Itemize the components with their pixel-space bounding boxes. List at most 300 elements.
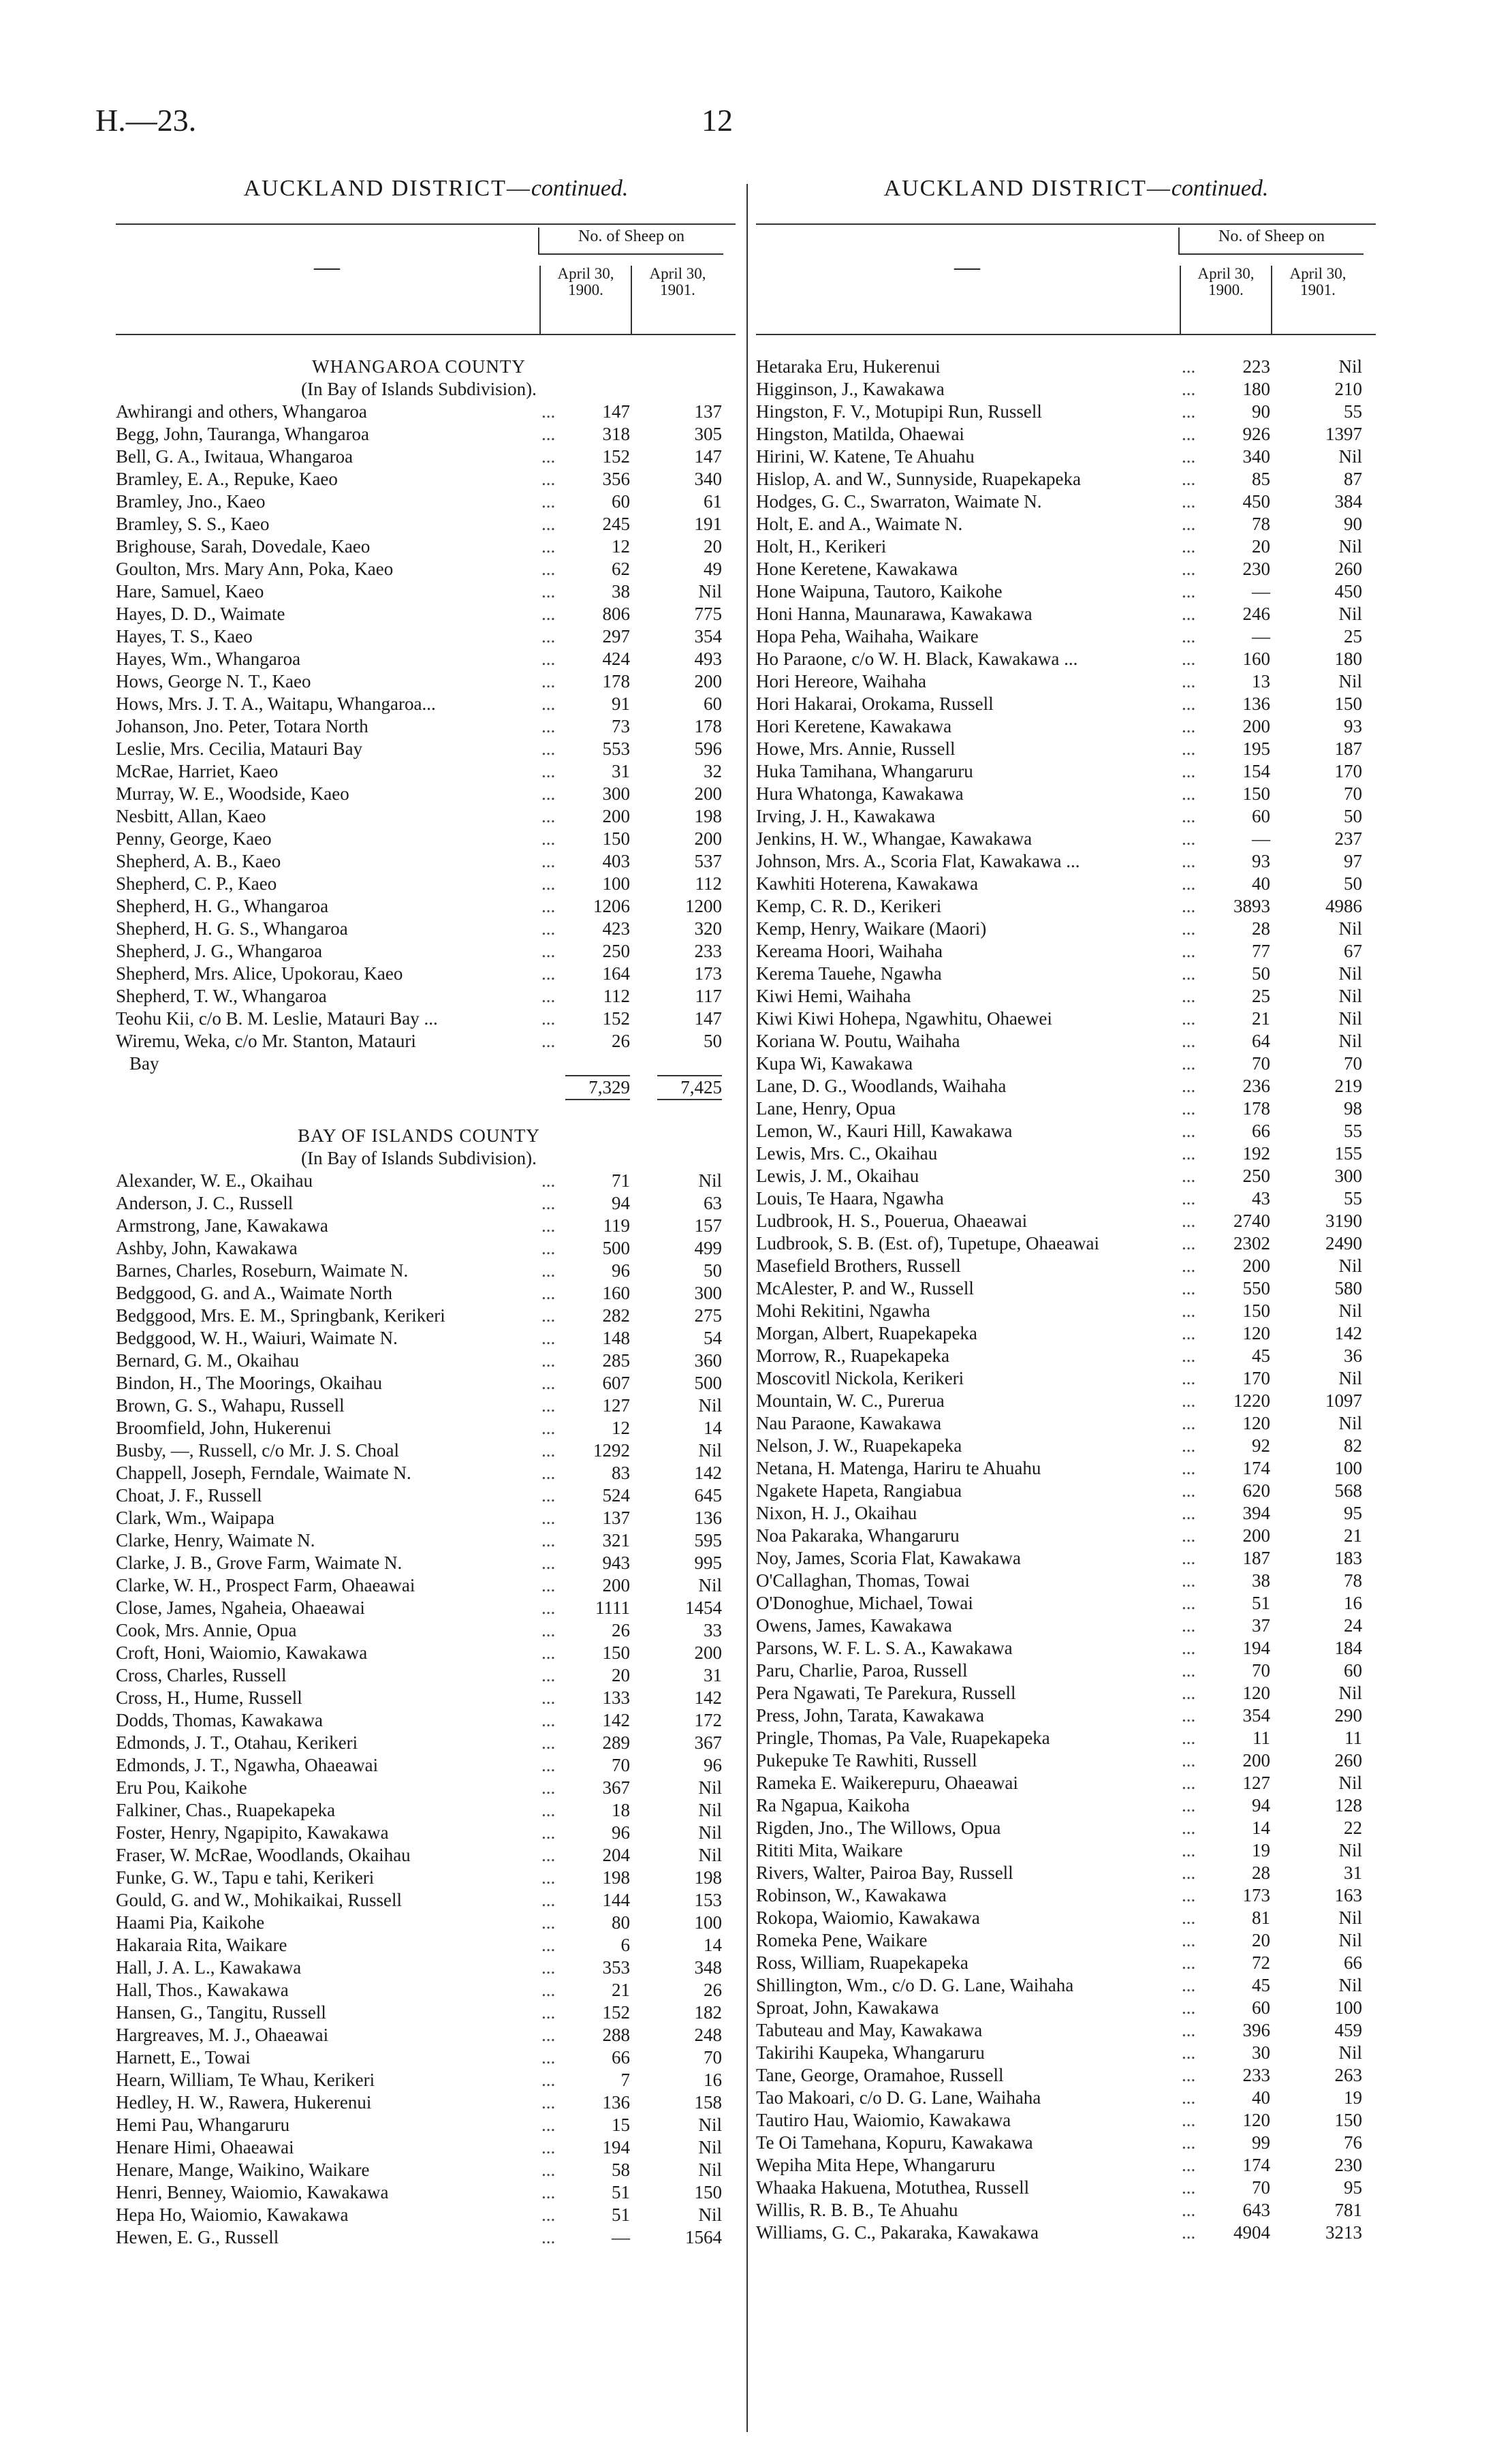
table-row <box>116 1305 736 1327</box>
owner-name: Kiwi Kiwi Hohepa, Ngawhitu, Ohaewei <box>756 1008 1052 1029</box>
sheep-1901: 55 <box>1344 1188 1362 1209</box>
table-row <box>756 1300 1376 1322</box>
table-row <box>116 895 736 918</box>
owner-name: Huka Tamihana, Whangaruru <box>756 761 973 781</box>
county-name: WHANGAROA COUNTY <box>312 356 526 377</box>
owner-name: Close, James, Ngaheia, Ohaeawai <box>116 1598 365 1618</box>
leader-dots: ... <box>1182 2087 1196 2108</box>
owner-name: Hare, Samuel, Kaeo <box>116 581 264 602</box>
leader-dots: ... <box>541 424 556 444</box>
leader-dots: ... <box>541 1867 556 1888</box>
sheep-1900: 62 <box>612 559 630 579</box>
sheep-1900: — <box>1252 828 1270 849</box>
owner-name: Hayes, Wm., Whangaroa <box>116 649 301 669</box>
leader-dots: ... <box>1182 446 1196 467</box>
table-row <box>116 1507 736 1529</box>
sheep-1901: Nil <box>698 2160 722 2180</box>
sheep-1900: 137 <box>602 1508 630 1528</box>
table-row <box>116 580 736 603</box>
sheep-1901: 184 <box>1334 1638 1362 1658</box>
table-row <box>116 535 736 558</box>
sheep-1901: 4986 <box>1325 896 1362 916</box>
owner-name: Moscovitl Nickola, Kerikeri <box>756 1368 964 1388</box>
sheep-1901: 31 <box>704 1665 722 1685</box>
sheep-1901: 33 <box>704 1620 722 1640</box>
owner-name: Ludbrook, S. B. (Est. of), Tupetupe, Ohaeawai <box>756 1233 1099 1253</box>
sheep-1900: 1292 <box>593 1440 630 1461</box>
leader-dots: ... <box>1182 469 1196 489</box>
sheep-1901: Nil <box>1338 986 1362 1006</box>
owner-name: Busby, —, Russell, c/o Mr. J. S. Choal <box>116 1440 400 1461</box>
table-row <box>756 580 1376 603</box>
owner-name: Tane, George, Oramahoe, Russell <box>756 2065 1004 2085</box>
sheep-1900: 21 <box>612 1980 630 2000</box>
sheep-1900: 187 <box>1242 1548 1270 1568</box>
sheep-1901: 1097 <box>1325 1390 1362 1411</box>
leader-dots: ... <box>541 1957 556 1978</box>
owner-name: Tabuteau and May, Kawakawa <box>756 2020 983 2040</box>
table-row <box>756 1929 1376 1952</box>
owner-name: Kerema Tauehe, Ngawha <box>756 963 942 984</box>
owner-name: Rigden, Jno., The Willows, Opua <box>756 1818 1001 1838</box>
owner-name: Hingston, F. V., Motupipi Run, Russell <box>756 401 1042 422</box>
sheep-1900: 43 <box>1252 1188 1270 1209</box>
table-row <box>116 1327 736 1350</box>
sheep-1900: 607 <box>602 1373 630 1393</box>
owner-name: Fraser, W. McRae, Woodlands, Okaihau <box>116 1845 411 1865</box>
leader-dots: ... <box>1182 851 1196 871</box>
owner-name: Howe, Mrs. Annie, Russell <box>756 738 956 759</box>
sheep-1900: 85 <box>1252 469 1270 489</box>
owner-name: Hirini, W. Katene, Te Ahuahu <box>756 446 975 467</box>
sheep-1901: 11 <box>1344 1728 1362 1748</box>
sheep-1901: 147 <box>694 1008 722 1029</box>
sheep-1901: 580 <box>1334 1278 1362 1298</box>
sheep-1901: 187 <box>1334 738 1362 759</box>
leader-dots: ... <box>1182 514 1196 534</box>
sheep-1901: 260 <box>1334 559 1362 579</box>
sheep-1901: Nil <box>1338 1413 1362 1433</box>
leader-dots: ... <box>1182 986 1196 1006</box>
sheep-1901: 499 <box>694 1238 722 1258</box>
leader-dots: ... <box>1182 559 1196 579</box>
total-1900: 7,329 <box>565 1075 630 1100</box>
sheep-1901: 49 <box>704 559 722 579</box>
table-row <box>116 2204 736 2226</box>
table-row <box>116 1867 736 1889</box>
owner-name: Brown, G. S., Wahapu, Russell <box>116 1395 345 1416</box>
owner-name: Hingston, Matilda, Ohaewai <box>756 424 964 444</box>
sheep-1900: 12 <box>612 1418 630 1438</box>
sheep-1901: 150 <box>1334 694 1362 714</box>
owner-name: Nau Paraone, Kawakawa <box>756 1413 942 1433</box>
table-row <box>756 2154 1376 2177</box>
sheep-1900: 178 <box>1242 1098 1270 1119</box>
leader-dots: ... <box>1182 1907 1196 1928</box>
owner-name: Croft, Honi, Waiomio, Kawakawa <box>116 1642 368 1663</box>
leader-dots: ... <box>1182 2200 1196 2220</box>
leader-dots: ... <box>541 649 556 669</box>
owner-name: Hori Hereore, Waihaha <box>756 671 926 691</box>
owner-name: Hargreaves, M. J., Ohaeawai <box>116 2025 329 2045</box>
sheep-1901: Nil <box>1338 604 1362 624</box>
owner-name: Begg, John, Tauranga, Whangaroa <box>116 424 370 444</box>
sheep-1900: 12 <box>612 536 630 557</box>
sheep-1901: 66 <box>1344 1952 1362 1973</box>
sheep-1900: 2740 <box>1233 1211 1270 1231</box>
sheep-1901: 595 <box>694 1530 722 1551</box>
leader-dots: ... <box>541 1238 556 1258</box>
total-1901: 7,425 <box>657 1075 722 1100</box>
owner-name: Henare, Mange, Waikino, Waikare <box>116 2160 370 2180</box>
leader-dots: ... <box>1182 1525 1196 1546</box>
sheep-1901: 142 <box>694 1463 722 1483</box>
sheep-1901: 170 <box>1334 761 1362 781</box>
table-row <box>756 1277 1376 1300</box>
owner-name: Clarke, W. H., Prospect Farm, Ohaeawai <box>116 1575 415 1595</box>
sheep-1900: 31 <box>612 761 630 781</box>
table-row <box>116 963 736 985</box>
sheep-1901: 275 <box>694 1305 722 1326</box>
owner-name: Ho Paraone, c/o W. H. Black, Kawakawa ... <box>756 649 1078 669</box>
table-row <box>116 1597 736 1619</box>
leader-dots: ... <box>1182 536 1196 557</box>
leader-dots: ... <box>1182 1211 1196 1231</box>
sheep-1901: 150 <box>694 2182 722 2202</box>
left-column <box>116 176 736 2249</box>
owner-name: Irving, J. H., Kawakawa <box>756 806 936 826</box>
sheep-1901: Nil <box>1338 1683 1362 1703</box>
sheep-1901: 55 <box>1344 401 1362 422</box>
table-header <box>116 223 736 335</box>
sheep-1901: Nil <box>1338 1975 1362 1995</box>
owner-name: Bramley, Jno., Kaeo <box>116 491 266 512</box>
sheep-1901: 100 <box>1334 1458 1362 1478</box>
leader-dots: ... <box>1182 1975 1196 1995</box>
owner-name: Clarke, J. B., Grove Farm, Waimate N. <box>116 1553 403 1573</box>
owner-name: Hall, Thos., Kawakawa <box>116 1980 289 2000</box>
table-row <box>756 895 1376 918</box>
table-row <box>116 1912 736 1934</box>
sheep-1901: 150 <box>1334 2110 1362 2130</box>
owner-name: Johanson, Jno. Peter, Totara North <box>116 716 368 736</box>
sheep-1901: 200 <box>694 783 722 804</box>
owner-name: Chappell, Joseph, Ferndale, Waimate N. <box>116 1463 411 1483</box>
owner-name: Foster, Henry, Ngapipito, Kawakawa <box>116 1822 389 1843</box>
table-body <box>116 356 736 2249</box>
owner-name: Kupa Wi, Kawakawa <box>756 1053 913 1074</box>
sheep-1901: 55 <box>1344 1121 1362 1141</box>
table-row <box>756 1457 1376 1480</box>
sheep-1900: 297 <box>602 626 630 646</box>
owner-name: Mohi Rekitini, Ngawha <box>756 1300 930 1321</box>
table-row <box>116 1529 736 1552</box>
leader-dots: ... <box>541 469 556 489</box>
sheep-1901: 153 <box>694 1890 722 1910</box>
sheep-1900: 150 <box>1242 1300 1270 1321</box>
owner-name: Hall, J. A. L., Kawakawa <box>116 1957 302 1978</box>
table-row <box>116 603 736 625</box>
sheep-1900: 500 <box>602 1238 630 1258</box>
owner-name: Pringle, Thomas, Pa Vale, Ruapekapeka <box>756 1728 1050 1748</box>
sheep-1900: 96 <box>612 1822 630 1843</box>
owner-name: Robinson, W., Kawakawa <box>756 1885 947 1905</box>
table-row <box>116 1260 736 1282</box>
leader-dots: ... <box>1182 2042 1196 2063</box>
owner-name: Shepherd, H. G. S., Whangaroa <box>116 918 348 939</box>
sheep-1900: 28 <box>1252 1863 1270 1883</box>
owner-name: Hepa Ho, Waiomio, Kawakawa <box>116 2204 349 2225</box>
table-row <box>756 1030 1376 1053</box>
owner-name: Holt, H., Kerikeri <box>756 536 887 557</box>
table-row <box>756 670 1376 693</box>
county-heading <box>116 1125 736 1147</box>
sheep-1901: Nil <box>1338 1031 1362 1051</box>
sheep-1900: 58 <box>612 2160 630 2180</box>
sheep-1901: 21 <box>1344 1525 1362 1546</box>
table-row <box>756 850 1376 873</box>
table-row <box>756 1322 1376 1345</box>
table-row <box>756 1480 1376 1502</box>
leader-dots: ... <box>541 1008 556 1029</box>
sheep-1900: 73 <box>612 716 630 736</box>
sheep-1901: Nil <box>1338 446 1362 467</box>
leader-dots: ... <box>1182 783 1196 804</box>
sheep-1900: 524 <box>602 1485 630 1506</box>
page-number: 12 <box>702 103 733 138</box>
page-id: H.—23. <box>95 103 197 138</box>
table-row <box>116 1417 736 1439</box>
leader-dots: ... <box>541 1485 556 1506</box>
owner-name: Honi Hanna, Maunarawa, Kawakawa <box>756 604 1033 624</box>
sheep-1900: 120 <box>1242 1413 1270 1433</box>
owner-name: Hansen, G., Tangitu, Russell <box>116 2002 326 2023</box>
table-row <box>756 963 1376 985</box>
leader-dots: ... <box>541 828 556 849</box>
leader-dots: ... <box>1182 1188 1196 1209</box>
table-row <box>756 2064 1376 2087</box>
sheep-1901: Nil <box>1338 2042 1362 2063</box>
sheep-1900: 198 <box>602 1867 630 1888</box>
sheep-1900: 178 <box>602 671 630 691</box>
leader-dots: ... <box>541 1508 556 1528</box>
sheep-1900: 72 <box>1252 1952 1270 1973</box>
header-dash: — <box>954 253 980 281</box>
table-row <box>756 1817 1376 1839</box>
table-row <box>756 1862 1376 1884</box>
sheep-count-header: No. of Sheep on <box>1178 228 1364 255</box>
district-title: AUCKLAND DISTRICT—continued. <box>243 176 629 201</box>
sheep-1900: 148 <box>602 1328 630 1348</box>
table-row <box>756 1727 1376 1749</box>
sheep-1901: 63 <box>704 1193 722 1213</box>
sheep-1900: 136 <box>602 2092 630 2113</box>
sheep-1901: 20 <box>704 536 722 557</box>
owner-name: Hayes, T. S., Kaeo <box>116 626 253 646</box>
leader-dots: ... <box>541 1260 556 1281</box>
table-row <box>756 1255 1376 1277</box>
subdivision-heading <box>116 1147 736 1170</box>
table-row <box>116 558 736 580</box>
table-row <box>116 828 736 850</box>
owner-name: Hearn, William, Te Whau, Kerikeri <box>116 2070 375 2090</box>
sheep-1900: 204 <box>602 1845 630 1865</box>
leader-dots: ... <box>541 716 556 736</box>
sheep-1901: 233 <box>694 941 722 961</box>
leader-dots: ... <box>1182 1233 1196 1253</box>
owner-name: Hone Waipuna, Tautoro, Kaikohe <box>756 581 1003 602</box>
owner-name: Bindon, H., The Moorings, Okaihau <box>116 1373 382 1393</box>
sheep-1901: 237 <box>1334 828 1362 849</box>
owner-name: Takirihi Kaupeka, Whangaruru <box>756 2042 985 2063</box>
sheep-1901: 172 <box>694 1710 722 1730</box>
owner-name: Eru Pou, Kaikohe <box>116 1777 247 1798</box>
leader-dots: ... <box>541 1530 556 1551</box>
owner-name: Bernard, G. M., Okaihau <box>116 1350 300 1371</box>
owner-name: Cook, Mrs. Annie, Opua <box>116 1620 297 1640</box>
leader-dots: ... <box>1182 1413 1196 1433</box>
owner-name: Bramley, S. S., Kaeo <box>116 514 270 534</box>
table-row <box>116 2226 736 2249</box>
owner-name: Falkiner, Chas., Ruapekapeka <box>116 1800 336 1820</box>
sheep-1901: 1397 <box>1325 424 1362 444</box>
sheep-1900: 396 <box>1242 2020 1270 2040</box>
sheep-1901: 70 <box>704 2047 722 2068</box>
table-row <box>756 2132 1376 2154</box>
sheep-1901: 16 <box>1344 1593 1362 1613</box>
leader-dots: ... <box>1182 581 1196 602</box>
leader-dots: ... <box>1182 1683 1196 1703</box>
sheep-1900: 152 <box>602 446 630 467</box>
sheep-1900: 81 <box>1252 1907 1270 1928</box>
owner-name: Awhirangi and others, Whangaroa <box>116 401 367 422</box>
leader-dots: ... <box>541 1463 556 1483</box>
table-row <box>756 468 1376 490</box>
leader-dots: ... <box>1182 1256 1196 1276</box>
sheep-1900: 30 <box>1252 2042 1270 2063</box>
table-row <box>756 1682 1376 1704</box>
table-row <box>756 1772 1376 1794</box>
sheep-1900: 233 <box>1242 2065 1270 2085</box>
table-row <box>756 625 1376 648</box>
sheep-1901: 32 <box>704 761 722 781</box>
sheep-1901: Nil <box>698 1822 722 1843</box>
table-row <box>116 1687 736 1709</box>
owner-name: Shillington, Wm., c/o D. G. Lane, Waihaha <box>756 1975 1074 1995</box>
owner-name: Kawhiti Hoterena, Kawakawa <box>756 873 979 894</box>
leader-dots: ... <box>541 1031 556 1051</box>
owner-name: Anderson, J. C., Russell <box>116 1193 294 1213</box>
table-row <box>756 356 1376 378</box>
owner-name: Te Oi Tamehana, Kopuru, Kawakawa <box>756 2132 1033 2153</box>
table-row <box>116 1732 736 1754</box>
owner-name: Haami Pia, Kaikohe <box>116 1912 265 1933</box>
leader-dots: ... <box>541 1935 556 1955</box>
owner-name: Bell, G. A., Iwitaua, Whangaroa <box>116 446 353 467</box>
owner-name: Whaaka Hakuena, Motuthea, Russell <box>756 2177 1030 2198</box>
table-row <box>756 1165 1376 1187</box>
sheep-1901: 320 <box>694 918 722 939</box>
sheep-1900: 250 <box>1242 1166 1270 1186</box>
table-row <box>116 1934 736 1957</box>
sheep-1900: 282 <box>602 1305 630 1326</box>
sheep-1901: 3190 <box>1325 1211 1362 1231</box>
table-row <box>116 1030 736 1053</box>
sheep-1901: 568 <box>1334 1480 1362 1501</box>
sheep-1901: 450 <box>1334 581 1362 602</box>
owner-name: Shepherd, C. P., Kaeo <box>116 873 277 894</box>
sheep-1901: 22 <box>1344 1818 1362 1838</box>
table-row <box>756 1435 1376 1457</box>
owner-name: Hedley, H. W., Rawera, Hukerenui <box>116 2092 372 2113</box>
sheep-1900: 152 <box>602 2002 630 2023</box>
leader-dots: ... <box>1182 379 1196 399</box>
sheep-1900: 127 <box>602 1395 630 1416</box>
sheep-1900: 142 <box>602 1710 630 1730</box>
table-row <box>116 401 736 423</box>
leader-dots: ... <box>541 2204 556 2225</box>
table-row <box>756 378 1376 401</box>
leader-dots: ... <box>541 1732 556 1753</box>
leader-dots: ... <box>541 581 556 602</box>
owner-name: Hone Keretene, Kawakawa <box>756 559 958 579</box>
leader-dots: ... <box>541 1283 556 1303</box>
sheep-1900: 93 <box>1252 851 1270 871</box>
sheep-1901: 36 <box>1344 1345 1362 1366</box>
table-row <box>756 1232 1376 1255</box>
table-row <box>116 2181 736 2204</box>
table-row <box>756 2199 1376 2222</box>
subdivision-heading <box>116 378 736 401</box>
sheep-1900: 174 <box>1242 1458 1270 1478</box>
owner-name: Teohu Kii, c/o B. M. Leslie, Matauri Bay ... <box>116 1008 438 1029</box>
sheep-1900: 147 <box>602 401 630 422</box>
leader-dots: ... <box>1182 2155 1196 2175</box>
sheep-1901: Nil <box>1338 356 1362 377</box>
table-row <box>756 1592 1376 1615</box>
sheep-1901: 70 <box>1344 783 1362 804</box>
leader-dots: ... <box>1182 1997 1196 2018</box>
table-row <box>116 2069 736 2091</box>
sheep-1901: Nil <box>698 2115 722 2135</box>
sheep-1900: 200 <box>1242 716 1270 736</box>
sheep-1901: 210 <box>1334 379 1362 399</box>
sheep-1901: Nil <box>698 1800 722 1820</box>
sheep-1900: 6 <box>620 1935 630 1955</box>
sheep-1900: 20 <box>1252 1930 1270 1950</box>
sheep-1901: 182 <box>694 2002 722 2023</box>
sheep-1900: 200 <box>1242 1525 1270 1546</box>
owner-name: Cross, Charles, Russell <box>116 1665 287 1685</box>
owner-name: O'Donoghue, Michael, Towai <box>756 1593 973 1613</box>
sheep-1901: Nil <box>698 1170 722 1191</box>
leader-dots: ... <box>1182 896 1196 916</box>
leader-dots: ... <box>541 963 556 984</box>
owner-name: Edmonds, J. T., Ngawha, Ohaeawai <box>116 1755 379 1775</box>
table-row <box>756 1952 1376 1974</box>
table-row <box>756 603 1376 625</box>
owner-name: Hayes, D. D., Waimate <box>116 604 285 624</box>
owner-name: Tao Makoari, c/o D. G. Lane, Waihaha <box>756 2087 1041 2108</box>
table-row <box>756 985 1376 1008</box>
sheep-1900: 21 <box>1252 1008 1270 1029</box>
sheep-1900: 78 <box>1252 514 1270 534</box>
leader-dots: ... <box>1182 1480 1196 1501</box>
table-row <box>116 1462 736 1484</box>
sheep-1901: 290 <box>1334 1705 1362 1726</box>
table-row <box>756 1659 1376 1682</box>
sheep-1900: 354 <box>1242 1705 1270 1726</box>
